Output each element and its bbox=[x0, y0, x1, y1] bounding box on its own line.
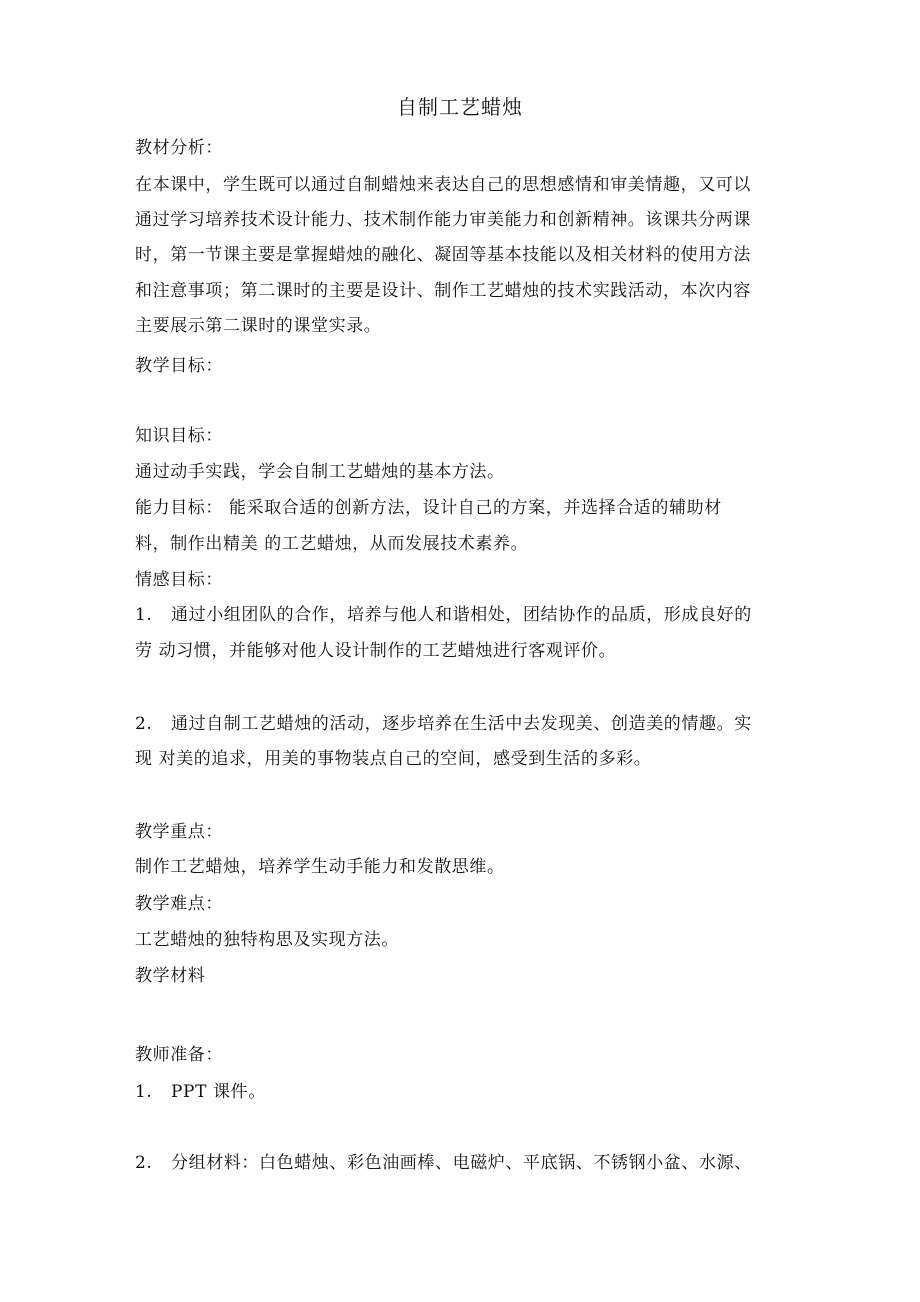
material-item-2-text: 分组材料：白色蜡烛、彩色油画棒、电磁炉、平底锅、不锈钢小盆、水源、 bbox=[171, 1153, 752, 1173]
analysis-heading: 教材分析： bbox=[135, 138, 223, 158]
emotion-item-1-text: 通过小组团队的合作，培养与他人和谐相处，团结协作的品质，形成良好的 bbox=[171, 605, 752, 625]
analysis-line-4: 和注意事项；第二课时的主要是设计、制作工艺蜡烛的技术实践活动，本次内容 bbox=[135, 281, 751, 301]
key-points-text: 制作工艺蜡烛，培养学生动手能力和发散思维。 bbox=[135, 857, 505, 877]
analysis-line-5: 主要展示第二课时的课堂实录。 bbox=[135, 316, 382, 336]
emotion-heading: 情感目标： bbox=[135, 570, 223, 590]
ability-line-1: 能力目标： 能采取合适的创新方法，设计自己的方案，并选择合适的辅助材 bbox=[135, 498, 722, 518]
emotion-item-2-number: 2. bbox=[135, 714, 153, 734]
material-item-1 bbox=[135, 1080, 790, 1104]
teacher-prep-heading: 教师准备： bbox=[135, 1045, 223, 1065]
knowledge-heading: 知识目标： bbox=[135, 426, 223, 446]
ability-line-2: 料，制作出精美 的工艺蜡烛，从而发展技术素养。 bbox=[135, 534, 529, 554]
key-points-heading: 教学重点： bbox=[135, 822, 223, 842]
objectives-heading: 教学目标： bbox=[135, 356, 223, 376]
emotion-item-1-number: 1. bbox=[135, 605, 153, 625]
difficulties-text: 工艺蜡烛的独特构思及实现方法。 bbox=[135, 930, 399, 950]
analysis-line-3: 时，第一节课主要是掌握蜡烛的融化、凝固等基本技能以及相关材料的使用方法 bbox=[135, 245, 751, 265]
emotion-item-2-line-2: 现 对美的追求，用美的事物装点自己的空间，感受到生活的多彩。 bbox=[135, 749, 652, 769]
document-title: 自制工艺蜡烛 bbox=[397, 95, 523, 119]
emotion-item-2-text: 通过自制工艺蜡烛的活动，逐步培养在生活中去发现美、创造美的情趣。实 bbox=[171, 714, 752, 734]
material-item-1-text: PPT 课件。 bbox=[171, 1082, 266, 1102]
difficulties-heading: 教学难点： bbox=[135, 894, 223, 914]
material-item-2 bbox=[135, 1151, 790, 1175]
analysis-line-1: 在本课中，学生既可以通过自制蜡烛来表达自己的思想感情和审美情趣，又可以 bbox=[135, 175, 751, 195]
material-item-1-number: 1. bbox=[135, 1082, 153, 1102]
emotion-item-2-line-1 bbox=[135, 712, 790, 736]
analysis-line-2: 通过学习培养技术设计能力、技术制作能力审美能力和创新精神。该课共分两课 bbox=[135, 210, 751, 230]
material-item-2-number: 2. bbox=[135, 1153, 153, 1173]
emotion-item-1-line-1 bbox=[135, 603, 790, 627]
knowledge-text: 通过动手实践，学会自制工艺蜡烛的基本方法。 bbox=[135, 462, 505, 482]
materials-heading: 教学材料 bbox=[135, 966, 206, 986]
emotion-item-1-line-2: 劳 动习惯，并能够对他人设计制作的工艺蜡烛进行客观评价。 bbox=[135, 641, 617, 661]
